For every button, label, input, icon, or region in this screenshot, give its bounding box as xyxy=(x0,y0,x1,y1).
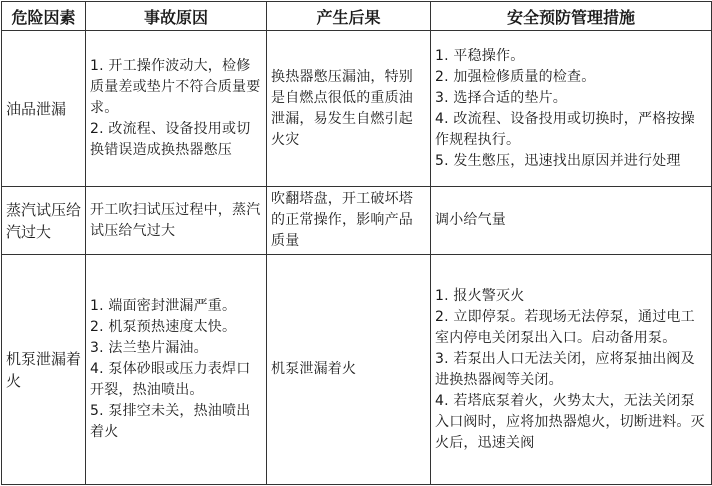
measure-line: 2. 加强检修质量的检查。 xyxy=(435,68,596,85)
row-result xyxy=(267,187,431,255)
cause-line: 5. 泵排空未关，热油喷出着火 xyxy=(90,403,251,440)
row-result xyxy=(267,31,431,187)
cause-line: 2. 机泵预热速度太快。 xyxy=(90,319,237,335)
row-cause xyxy=(86,31,267,187)
measure-line: 调小给气量 xyxy=(435,212,506,228)
table-row xyxy=(2,255,712,485)
measure-line: 5. 发生憋压，迅速找出原因并进行处理 xyxy=(435,152,681,169)
table-row xyxy=(2,31,712,187)
header-result: 产生后果 xyxy=(267,2,431,31)
table-header-row xyxy=(2,2,712,31)
measure-line: 3. 选择合适的垫片。 xyxy=(435,89,568,106)
measure-line: 4. 改流程、设备投用或切换时，严格按操作规程执行。 xyxy=(435,110,695,148)
cause-line: 1. 端面密封泄漏严重。 xyxy=(90,298,237,314)
row-cause xyxy=(86,187,267,255)
row-measure xyxy=(431,187,712,255)
cause-line: 4. 泵体砂眼或压力表焊口开裂，热油喷出。 xyxy=(90,361,251,398)
row-result xyxy=(267,255,431,485)
cause-line: 开工吹扫试压过程中，蒸汽试压给气过大 xyxy=(90,201,261,239)
header-measure: 安全预防管理措施 xyxy=(431,2,712,31)
row-measure xyxy=(431,31,712,187)
result-line: 机泵泄漏着火 xyxy=(271,361,357,377)
header-cause: 事故原因 xyxy=(86,2,267,31)
table-row xyxy=(2,187,712,255)
row-measure xyxy=(431,255,712,485)
measure-line: 1. 报火警灭火 xyxy=(435,287,525,304)
risk-table xyxy=(1,1,712,485)
result-line: 吹翻塔盘，开工破坏塔的正常操作，影响产品质量 xyxy=(271,191,413,249)
cause-line: 1. 开工操作波动大，检修质量差或垫片不符合质量要求。 xyxy=(90,58,261,116)
measure-line: 4. 若塔底泵着火，火势太大，无法关闭泵入口阀时，应将加热器熄火，切断进料。灭火后，迅速关阀 xyxy=(435,392,705,451)
cause-line: 2. 改流程、设备投用或切换错误造成换热器憋压 xyxy=(90,121,251,158)
row-cause xyxy=(86,255,267,485)
measure-line: 2. 立即停泵。若现场无法停泵，通过电工室内停电关闭泵出入口。启动备用泵。 xyxy=(435,308,695,346)
measure-line: 1. 平稳操作。 xyxy=(435,47,525,64)
result-line: 换热器憋压漏油，特别是自燃点很低的重质油泄漏，易发生自燃引起火灾 xyxy=(271,68,413,148)
header-factor: 危险因素 xyxy=(2,2,86,31)
row-factor: 油品泄漏 xyxy=(2,31,86,187)
cause-line: 3. 法兰垫片漏油。 xyxy=(90,340,208,356)
measure-line: 3. 若泵出人口无法关闭，应将泵抽出阀及进换热器阀等关闭。 xyxy=(435,350,695,388)
row-factor: 蒸汽试压给汽过大 xyxy=(2,187,86,255)
row-factor: 机泵泄漏着火 xyxy=(2,255,86,485)
